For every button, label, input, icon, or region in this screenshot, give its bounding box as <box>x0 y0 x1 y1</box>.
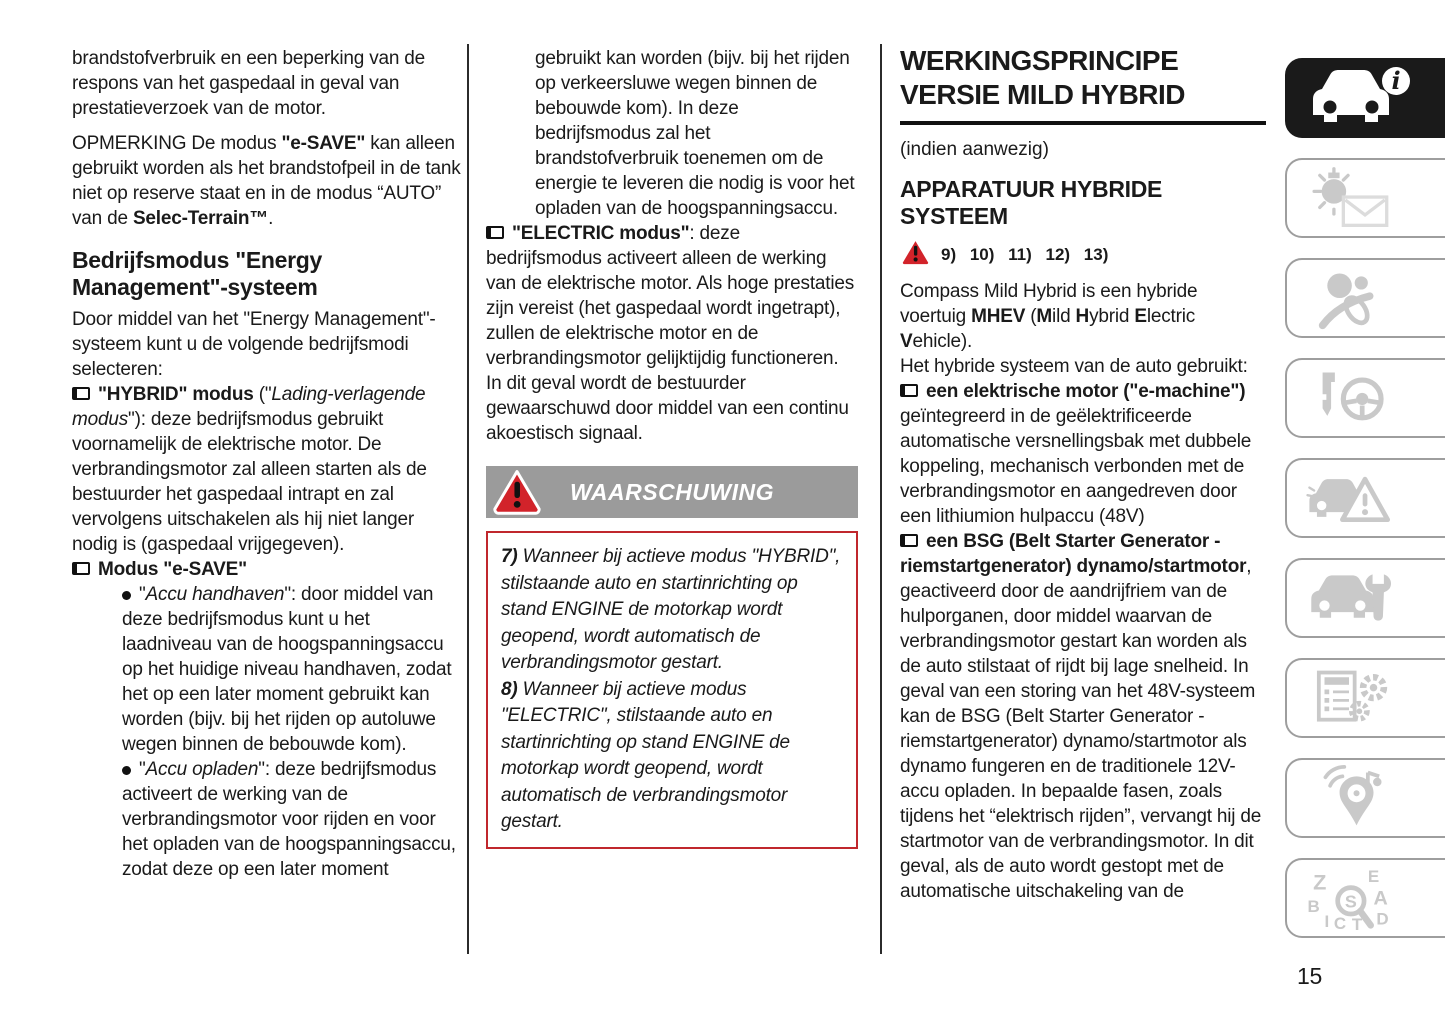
warning-title: WAARSCHUWING <box>569 478 775 505</box>
paragraph-continuation: gebruikt kan worden (bijv. bij het rijden op verkeersluwe wegen binnen de bebouwde kom). In deze bedrijfsmodus zal het brandstofverbruik toenemen om de energie te leveren die nodig is voor het opladen van de hoogspanningsaccu. <box>535 48 855 219</box>
availability-note: (indien aanwezig) <box>900 139 1049 160</box>
square-bullet-icon <box>900 534 918 547</box>
navigation-music-icon <box>1299 765 1399 831</box>
svg-text:I: I <box>1324 912 1330 931</box>
square-bullet-icon <box>900 384 918 397</box>
svg-text:i: i <box>1391 66 1401 95</box>
key-steering-wheel-icon <box>1299 365 1399 431</box>
svg-text:C: C <box>1333 914 1347 931</box>
warning-triangle-small-icon <box>900 238 931 271</box>
subbullet-accu-opladen: "Accu opladen": deze bedrijfsmodus activeert de werking van de verbrandingsmotor voor rijden en voor het opladen van de hoogspanningsaccu, zodat deze op een later moment <box>122 759 456 880</box>
bullet-modus-esave: Modus "e-SAVE" <box>72 557 464 582</box>
reference-numbers: 9) 10) 11) 12) 13) <box>941 244 1109 264</box>
svg-text:A: A <box>1373 887 1388 910</box>
square-bullet-icon <box>72 562 90 575</box>
svg-text:Z: Z <box>1313 869 1327 895</box>
bullet-electric-modus: "ELECTRIC modus": deze bedrijfsmodus activeert alleen de werking van de elektrische motor. Als hoge prestaties zijn vereist (het gaspedaal wordt ingetrapt), zullen de elektrische motor en de verbrandingsmotor gelijktijdig functioneren. In dit geval wordt de bestuurder gewaarschuwd door middel van een continu akoestisch signaal. <box>486 223 855 444</box>
middle-column <box>486 46 858 849</box>
paragraph-uses: Het hybride systeem van de auto gebruikt: <box>900 356 1248 377</box>
bullet-hybrid-modus: "HYBRID" modus ("Lading-verlagende modus"): deze bedrijfsmodus gebruikt voornamelijk de elektrische motor. De verbrandingsmotor zal alleen starten als de bestuurder het gaspedaal intrapt en zal vervolgens uitschakelen als hij niet langer nodig is (gaspedaal vrijgegeven). <box>72 384 427 555</box>
warning-header-bar <box>486 466 858 518</box>
car-wrench-icon <box>1299 565 1399 631</box>
warning-item-7: 7) Wanneer bij actieve modus "HYBRID", stilstaande auto en startinrichting op stand ENGINE de motorkap wordt geopend, wordt automatisch de verbrandingsmotor gestart. <box>501 546 841 673</box>
spec-sheet-gears-icon <box>1299 665 1399 731</box>
sidebar-tab-multimedia <box>1285 758 1445 838</box>
page-title: WERKINGSPRINCIPE VERSIE MILD HYBRID <box>900 44 1266 125</box>
sidebar-tab-safety <box>1285 258 1445 338</box>
warning-references <box>900 238 1266 271</box>
sidebar-tab-vehicle-info <box>1285 58 1445 138</box>
paragraph-compass: Compass Mild Hybrid is een hybride voertuig MHEV (Mild Hybrid Electric Vehicle). <box>900 281 1198 352</box>
sidebar-tab-index <box>1285 858 1445 938</box>
warning-light-envelope-icon <box>1299 165 1399 231</box>
page-number: 15 <box>1297 963 1322 989</box>
svg-text:T: T <box>1351 915 1363 931</box>
square-bullet-icon <box>486 226 504 239</box>
column-divider <box>880 44 882 954</box>
sidebar-tab-service-maintenance <box>1285 558 1445 638</box>
sidebar-tab-starting-driving <box>1285 358 1445 438</box>
airbag-seatbelt-icon <box>1299 265 1399 331</box>
car-warning-triangle-icon <box>1299 465 1399 531</box>
paragraph-note: OPMERKING De modus "e-SAVE" kan alleen gebruikt worden als het brandstofpeil in de tank niet op reserve staat en in de modus “AUTO” van de Selec-Terrain™. <box>72 133 461 229</box>
svg-text:D: D <box>1376 909 1389 929</box>
svg-text:E: E <box>1367 866 1380 886</box>
sidebar-tab-technical-data <box>1285 658 1445 738</box>
bullet-emachine: een elektrische motor ("e-machine") geïntegreerd in de geëlektrificeerde automatische versnellingsbak met dubbele koppeling, mechanisch verbonden met de verbrandingsmotor en aangedreven door een lithiumion hulpaccu (48V) <box>900 381 1252 527</box>
paragraph-intro: brandstofverbruik en een beperking van de respons van het gaspedaal in geval van prestatieverzoek van de motor. <box>72 48 426 119</box>
paragraph-select: Door middel van het "Energy Management"-systeem kunt u de volgende bedrijfsmodi selecteren: <box>72 309 436 380</box>
square-bullet-icon <box>72 387 90 400</box>
heading-energy-management: Bedrijfsmodus "Energy Management"-systeem <box>72 247 322 300</box>
right-column <box>900 44 1266 904</box>
left-column <box>72 46 464 882</box>
section-heading-apparatuur: APPARATUUR HYBRIDE SYSTEEM <box>900 176 1163 229</box>
bullet-bsg: een BSG (Belt Starter Generator - riemstartgenerator) dynamo/startmotor, geactiveerd door de aandrijfriem van de hulporganen, door middel waarvan de verbrandingsmotor gestart kan worden als de auto stilstaat of rijdt bij lage snelheid. In geval van een storing van het 48V-systeem kan de BSG (Belt Starter Generator - riemstartgenerator) dynamo/startmotor als dynamo fungeren en de traditionele 12V-accu opladen. In bepaalde fasen, zoals tijdens het “elektrisch rijden”, vervangt hij de startmotor van de verbrandingsmotor. In dit geval, als de auto wordt gestopt met de automatische uitschakeling van de <box>900 531 1262 902</box>
car-info-icon <box>1299 65 1417 131</box>
svg-text:B: B <box>1307 897 1320 917</box>
round-bullet-icon <box>122 766 131 775</box>
warning-item-8: 8) Wanneer bij actieve modus "ELECTRIC", stilstaande auto en startinrichting op stand ENGINE de motorkap wordt geopend, wordt automatisch de verbrandingsmotor gestart. <box>501 678 790 832</box>
column-divider <box>467 44 469 954</box>
sidebar-tab-warning-lights-messages <box>1285 158 1445 238</box>
alphabetical-index-icon <box>1299 865 1399 931</box>
warning-box <box>486 531 858 849</box>
round-bullet-icon <box>122 591 131 600</box>
sidebar-tab-emergency <box>1285 458 1445 538</box>
subbullet-accu-handhaven: "Accu handhaven": door middel van deze bedrijfsmodus kunt u het laadniveau van de hoogspanningsaccu op het huidige niveau handhaven, zodat het op een later moment gebruikt kan worden (bijv. bij het rijden op autoluwe wegen binnen de bebouwde kom). <box>122 584 452 755</box>
svg-text:S: S <box>1344 891 1357 912</box>
